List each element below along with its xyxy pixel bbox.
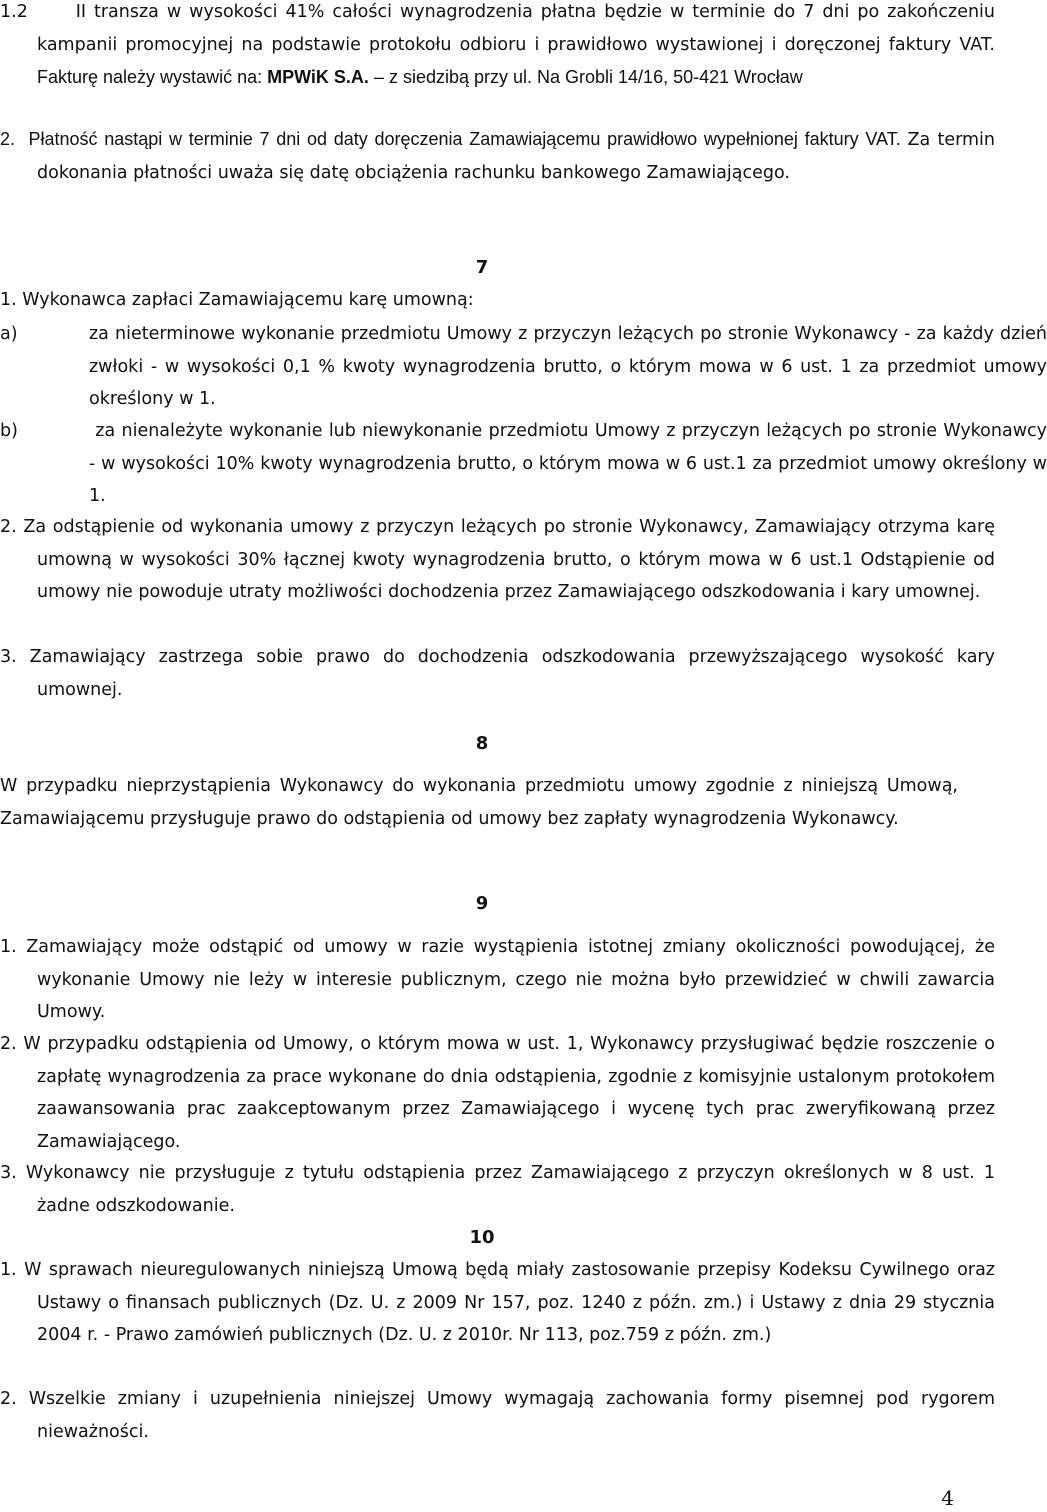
section-7-point-b (0, 415, 1047, 513)
section-9-point-2: 2. W przypadku odstąpienia od Umowy, o którym mowa w ust. 1, Wykonawcy przysługiwać będzie roszczenie o zapłatę wynagrodzenia za prace wykonane do dnia odstąpienia, zgodnie z komisyjnie ustalonym protokołem zaawansowania prac zaakceptowanym przez Zamawiającego i wycenę tych prac zweryfikowaną przez Zamawiającego. (0, 1034, 995, 1152)
company-address: – z siedzibą przy ul. Na Grobli 14/16, 50-421 Wrocław (368, 67, 803, 87)
clause-text: 1.2 II transza w wysokości 41% całości wynagrodzenia płatna będzie w terminie do 7 dni po zakończeniu kampanii promocyjnej na podstawie protokołu odbioru i prawidłowo wystawionej i doręczonej faktury VAT. (0, 2, 995, 55)
section-10-point-1: 1. W sprawach nieuregulowanych niniejszą Umową będą miały zastosowanie przepisy Kodeksu Cywilnego oraz Ustawy o finansach publicznych (Dz. U. z 2009 Nr 157, poz. 1240 z późn. zm.) i Ustawy z dnia 29 stycznia 2004 r. - Prawo zamówień publicznych (Dz. U. z 2010r. Nr 113, poz.759 z późn. zm.) (0, 1260, 995, 1345)
section-9-point-3: 3. Wykonawcy nie przysługuje z tytułu odstąpienia przez Zamawiającego z przyczyn określonych w 8 ust. 1 żadne odszkodowanie. (0, 1163, 995, 1216)
section-8-text: W przypadku nieprzystąpienia Wykonawcy do wykonania przedmiotu umowy zgodnie z niniejszą Umową, Zamawiającemu przysługuje prawo do odstąpienia od umowy bez zapłaty wynagrodzenia Wykonawcy. (0, 776, 958, 829)
section-heading-9: 9 (475, 893, 489, 914)
section-heading-8: 8 (475, 733, 489, 754)
clause-text: Za termin dokonania płatności uważa się datę obciążenia rachunku bankowego Zamawiającego. (37, 130, 995, 183)
section-7-point-2: 2. Za odstąpienie od wykonania umowy z przyczyn leżących po stronie Wykonawcy, Zamawiający otrzyma karę umowną w wysokości 30% łącznej kwoty wynagrodzenia brutto, o którym mowa w 6 ust.1 Odstąpienie od umowy nie powoduje utraty możliwości dochodzenia przez Zamawiającego odszkodowania i kary umownej. (0, 517, 995, 602)
list-marker: a) (0, 324, 18, 344)
clause-text: 2. Płatność nastąpi w terminie 7 dni od daty doręczenia Zamawiającemu prawidłowo wypełnionej faktury VAT. (0, 129, 908, 149)
page-number: 4 (941, 1486, 954, 1510)
section-heading-7: 7 (475, 257, 489, 278)
list-item-text: za nienależyte wykonanie lub niewykonanie przedmiotu Umowy z przyczyn leżących po stronie Wykonawcy - w wysokości 10% kwoty wynagrodzenia brutto, o którym mowa w 6 ust.1 za przedmiot umowy określony w 1. (89, 421, 1047, 506)
payment-clause-2 (0, 123, 995, 189)
section-7-point-3: 3. Zamawiający zastrzega sobie prawo do dochodzenia odszkodowania przewyższającego wysokość kary umownej. (0, 647, 995, 700)
section-7-point-a (0, 318, 1047, 416)
invoice-instruction: Fakturę należy wystawić na: (37, 67, 268, 87)
payment-clause-1-2 (0, 0, 995, 95)
section-7-point-1: 1. Wykonawca zapłaci Zamawiającemu karę umowną: (0, 290, 474, 310)
section-9-point-1: 1. Zamawiający może odstąpić od umowy w razie wystąpienia istotnej zmiany okoliczności powodującej, że wykonanie Umowy nie leży w interesie publicznym, czego nie można było przewidzieć w chwili zawarcia Umowy. (0, 937, 995, 1022)
list-marker: b) (0, 421, 18, 441)
list-item-text: za nieterminowe wykonanie przedmiotu Umowy z przyczyn leżących po stronie Wykonawcy - za każdy dzień zwłoki - w wysokości 0,1 % kwoty wynagrodzenia brutto, o którym mowa w 6 ust. 1 za przedmiot umowy określony w 1. (89, 324, 1047, 409)
company-name: MPWiK S.A. (267, 67, 369, 87)
section-10-point-2: 2. Wszelkie zmiany i uzupełnienia niniejszej Umowy wymagają zachowania formy pisemnej pod rygorem nieważności. (0, 1389, 995, 1442)
section-heading-10: 10 (469, 1227, 495, 1248)
